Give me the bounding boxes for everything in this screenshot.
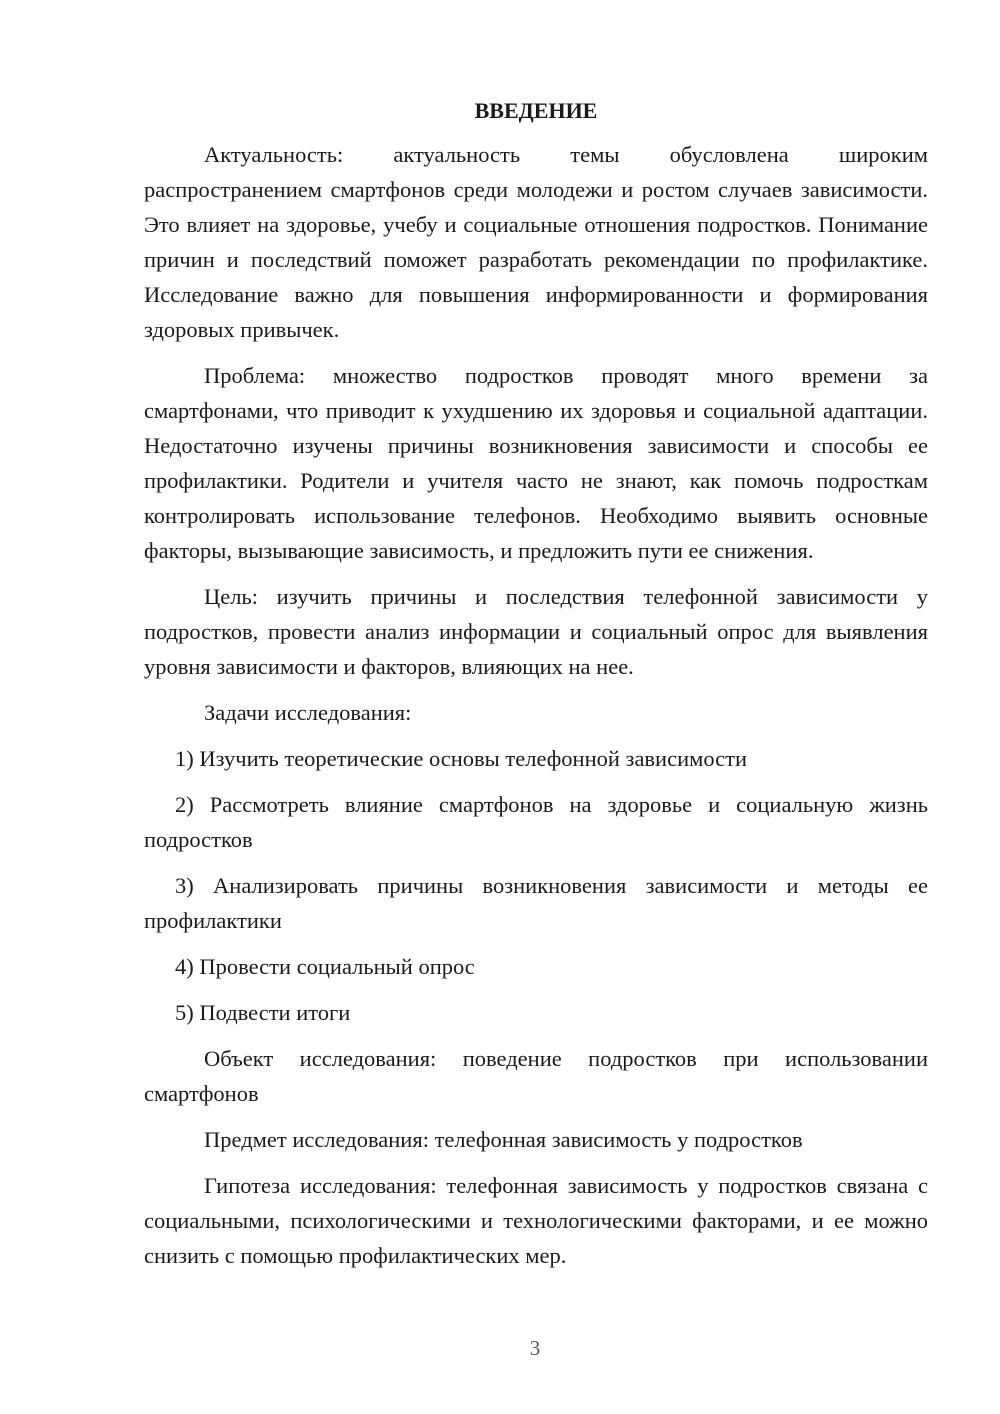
paragraph-object: Объект исследования: поведение подростков при использовании смартфонов — [144, 1046, 928, 1106]
paragraph-subject: Предмет исследования: телефонная зависимость у подростков — [204, 1127, 803, 1152]
task-item: 5) Подвести итоги — [175, 1000, 351, 1025]
paragraph-relevance: Актуальность: актуальность темы обусловлена широким распространением смартфонов среди молодежи и ростом случаев зависимости. Это влияет на здоровье, учебу и социальные отношения подростков. Понимание причин и последствий поможет разработать рекомендации по профилактике. Исследование важно для повышения информированности и формирования здоровых привычек. — [144, 142, 928, 342]
document-body — [144, 94, 928, 1284]
tasks-heading: Задачи исследования: — [204, 700, 412, 725]
paragraph-goal: Цель: изучить причины и последствия телефонной зависимости у подростков, провести анализ информации и социальный опрос для выявления уровня зависимости и факторов, влияющих на нее. — [144, 584, 928, 679]
task-item: 2) Рассмотреть влияние смартфонов на здоровье и социальную жизнь подростков — [144, 792, 928, 852]
page-number: 3 — [529, 1336, 541, 1360]
section-title: ВВЕДЕНИЕ — [474, 98, 598, 123]
task-item: 1) Изучить теоретические основы телефонной зависимости — [175, 746, 748, 771]
paragraph-problem: Проблема: множество подростков проводят много времени за смартфонами, что приводит к ухудшению их здоровья и социальной адаптации. Недостаточно изучены причины возникновения зависимости и способы ее профилактики. Родители и учителя часто не знают, как помочь подросткам контролировать использование телефонов. Необходимо выявить основные факторы, вызывающие зависимость, и предложить пути ее снижения. — [144, 363, 928, 563]
task-item: 4) Провести социальный опрос — [175, 954, 475, 979]
paragraph-hypothesis: Гипотеза исследования: телефонная зависимость у подростков связана с социальными, психологическими и технологическими факторами, и ее можно снизить с помощью профилактических мер. — [144, 1173, 928, 1268]
task-item: 3) Анализировать причины возникновения зависимости и методы ее профилактики — [144, 873, 928, 933]
